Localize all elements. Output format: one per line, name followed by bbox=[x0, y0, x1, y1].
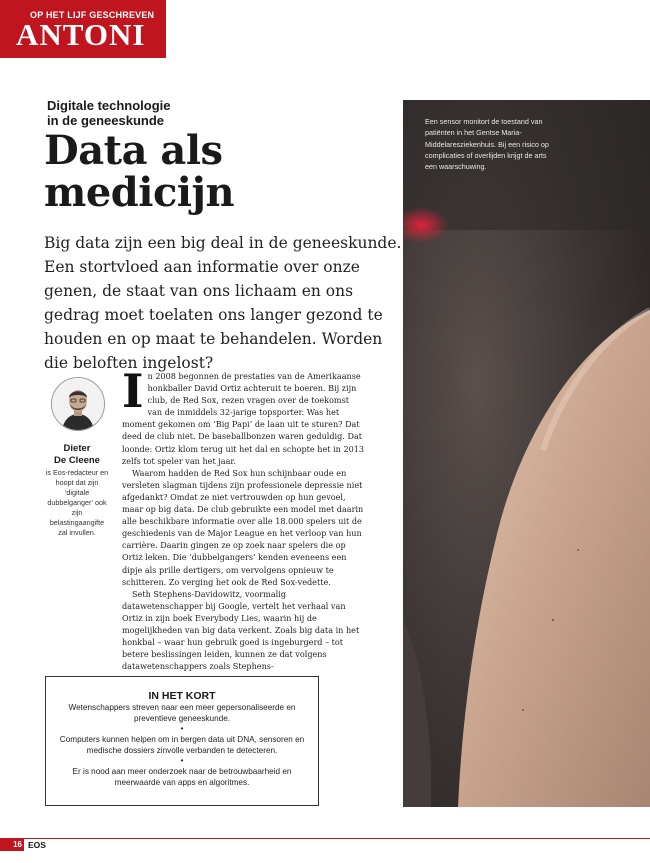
body-paragraph: Seth Stephens-Davidowitz, voormalig datawetenschapper bij Google, vertelt het verhaal van Ortiz in zijn boek Everybody Lies, waarin hij de mogelijkheden van big data verkent. Zoals big data in het honkbal – waar hun gebruik goed is ingeburgerd – tot betere beslissingen leiden, kunnen ze dat volgens datawetenschappers zoals Stephens- bbox=[122, 588, 360, 672]
page-number: 16 bbox=[0, 839, 24, 851]
headline-line-2: medicijn bbox=[44, 169, 235, 216]
summary-item: Er is nood aan meer onderzoek naar de betrouwbaarheid en meerwaarde van apps en algoritmes. bbox=[72, 767, 292, 787]
article-body bbox=[122, 364, 365, 672]
drop-cap: I bbox=[122, 364, 144, 418]
article-intro: Big data zijn een big deal in de geneeskunde. Een stortvloed aan informatie over onze genen, de staat van ons lichaam en ons gedrag moet toelaten ons langer gezond te houden en op maat te behandelen. Worden die beloften ingelost? bbox=[44, 234, 402, 372]
author-bio: is Eos-redacteur en hoopt dat zijn ‘digitale dubbelganger’ ook zijn belastingaangifte zal invullen. bbox=[45, 468, 109, 537]
article-headline bbox=[44, 127, 235, 216]
article-photo bbox=[403, 100, 650, 807]
summary-item: Computers kunnen helpen om in bergen data uit DNA, sensoren en medische dossiers zinvolle verbanden te detecteren. bbox=[59, 735, 305, 755]
photo-caption: Een sensor monitort de toestand van patiënten in het Gentse Maria-Middelaresziekenhuis. Bij een risico op complicaties of overlijden krijgt de arts een waarschuwing. bbox=[425, 117, 549, 172]
bullet-icon: • bbox=[180, 756, 184, 765]
summary-item: Wetenschappers streven naar een meer gepersonaliseerde en preventieve geneeskunde. bbox=[68, 703, 296, 723]
author-name bbox=[45, 443, 109, 467]
author-name-line-1: Dieter bbox=[63, 443, 91, 454]
author-name-line-2: De Cleene bbox=[54, 455, 100, 466]
headline-line-1: Data als bbox=[44, 127, 223, 174]
body-paragraph: n 2008 begonnen de prestaties van de Amerikaanse honkballer David Ortiz achteruit te boeren. Bij zijn club, de Red Sox, rezen vragen over de toekomst van de inmiddels 32-jarige topsporter. Was het moment gekomen om ‘Big Papi’ de laan uit te sturen? Dat deed de club niet. De baseballbonzen waren geduldig. Dat loonde: Ortiz klom terug uit het dal en schopte het in 2013 zelfs tot speler van het jaar. bbox=[122, 371, 365, 466]
kicker-line-1: Digitale technologie bbox=[47, 98, 171, 113]
in-het-kort-title: IN HET KORT bbox=[148, 690, 216, 702]
footer-rule bbox=[0, 838, 650, 839]
kicker-line-2: in de geneeskunde bbox=[47, 113, 165, 128]
badge-subtitle: OP HET LIJF GESCHREVEN bbox=[30, 10, 155, 20]
author-avatar bbox=[51, 377, 105, 431]
in-het-kort-box bbox=[45, 676, 319, 806]
section-badge bbox=[0, 0, 166, 58]
bullet-icon: • bbox=[180, 724, 184, 733]
body-paragraph: Waarom hadden de Red Sox hun schijnbaar oude en versleten slagman tijdens zijn professionele depressie niet afgedankt? Omdat ze niet vertrouwden op hun gevoel, maar op big data. De club gebruikte een model met daarin alle beschikbare informatie over alle 18.000 spelers uit de geschiedenis van de Major League en het verloop van hun carrière. Daarin gingen ze op zoek naar spelers die op Ortiz leken. Die ‘dubbelgangers’ kenden eveneens een dipje als prille dertigers, om vervolgens opnieuw te schitteren. Zo verging het ook de Red Sox-vedette. bbox=[122, 467, 364, 587]
patient-arm-photo bbox=[403, 100, 650, 807]
magazine-brand: EOS bbox=[28, 840, 46, 850]
author-portrait-icon bbox=[52, 378, 104, 430]
article-kicker bbox=[47, 98, 171, 128]
badge-title: ANTONI bbox=[16, 17, 146, 52]
